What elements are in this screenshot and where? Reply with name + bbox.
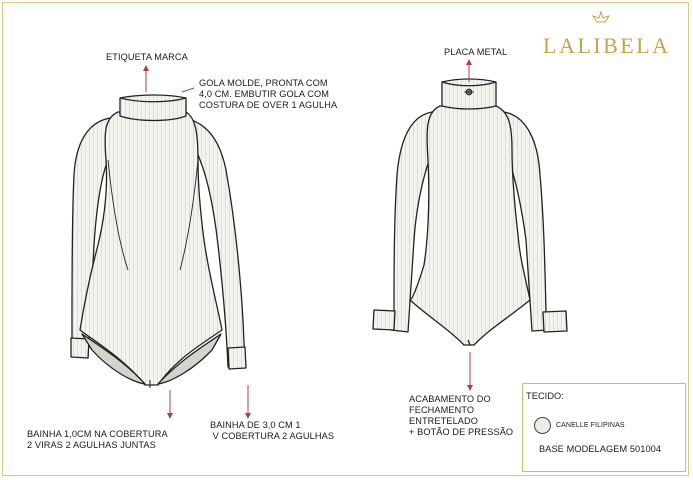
sleeve-hem-note: BAINHA DE 3,0 CM 1 V COBERTURA 2 AGULHAS xyxy=(210,420,335,441)
fabric-swatch-icon xyxy=(534,417,551,434)
collar-note: GOLA MOLDE, PRONTA COM 4,0 CM. EMBUTIR GOLA COM COSTURA DE OVER 1 AGULHA xyxy=(199,78,338,110)
front-collar xyxy=(120,95,186,121)
front-view xyxy=(71,95,246,388)
back-view xyxy=(373,79,567,345)
metal-plate-note: PLACA METAL xyxy=(444,47,508,57)
leg-hem-note: BAINHA 1,0CM NA COBERTURA 2 VIRAS 2 AGULHAS JUNTAS xyxy=(27,429,168,450)
fabric-name: CANELLE FILIPINAS xyxy=(556,422,625,429)
back-right-cuff xyxy=(543,311,567,332)
front-right-cuff xyxy=(228,347,246,369)
brand-crest-icon xyxy=(591,10,611,26)
back-left-cuff xyxy=(373,310,395,330)
label-tag-note: ETIQUETA MARCA xyxy=(106,52,188,62)
brand-logo: LALIBELA xyxy=(543,33,671,58)
back-torso xyxy=(410,106,530,345)
closure-note: ACABAMENTO DO FECHAMENTO ENTRETELADO + BOTÃO DE PRESSÃO xyxy=(409,394,514,437)
pattern-base: BASE MODELAGEM 501004 xyxy=(539,444,662,454)
fabric-title: TECIDO: xyxy=(526,391,564,401)
